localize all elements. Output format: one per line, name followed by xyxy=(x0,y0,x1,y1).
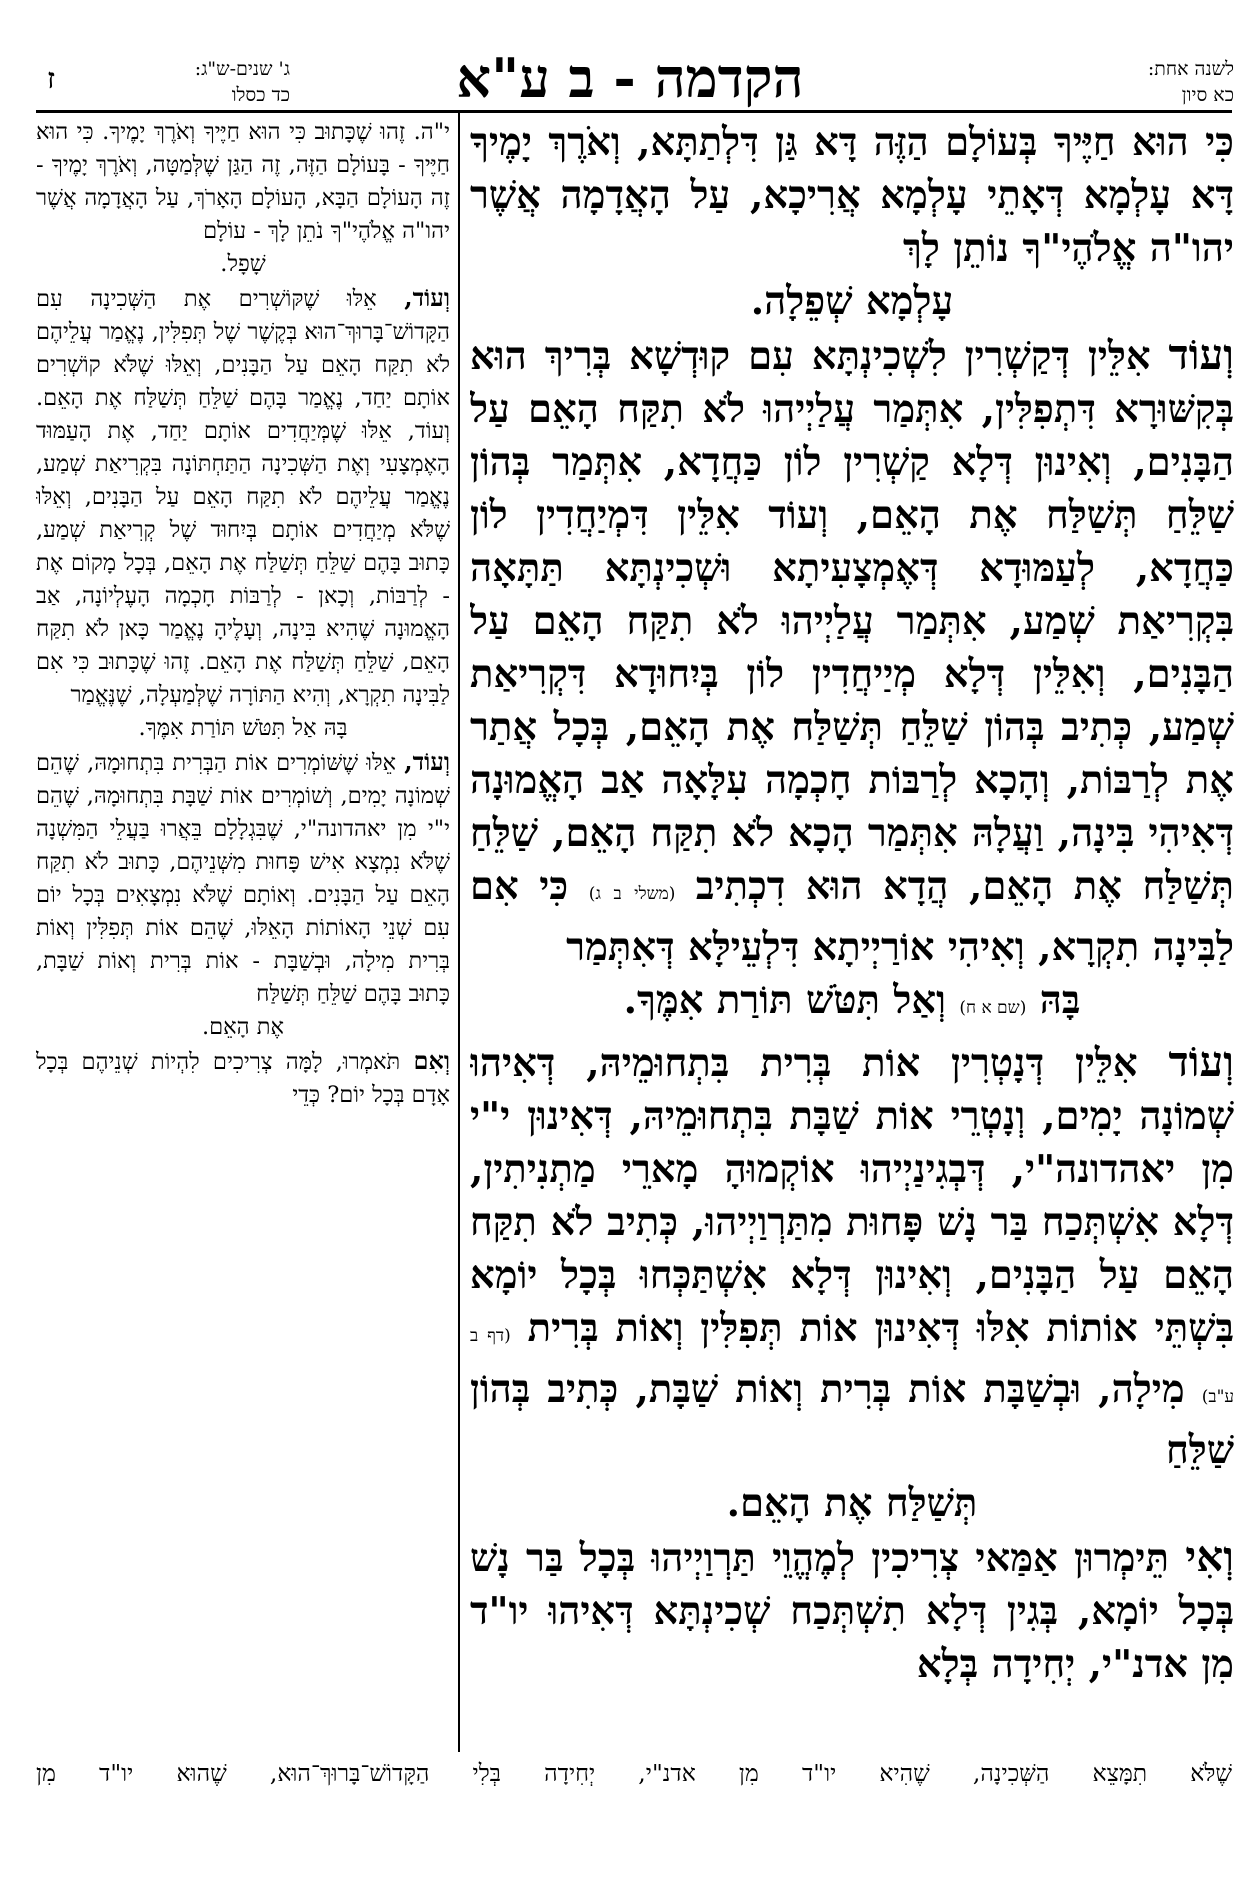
main-p4-lead-word: וְאִי xyxy=(1185,1532,1234,1581)
main-paragraph-2 xyxy=(470,328,1234,974)
side-p3-text: אֵלּוּ שֶׁשּׁוֹמְרִים אוֹת הַבְּרִית בִּתְחוּמָהּ, שֶׁהֵם שְׁמוֹנָה יָמִים, וְשׁוֹמְרִים אוֹת שַׁבָּת בִּתְחוּמָהּ, שֶׁהֵם י"י מִן יאהדונה"י, שֶׁבִּגְלָלָם בֵּאֲרוּ בַּעֲלֵי הַמִּשְׁנָה שֶׁלֹּא נִמְצָא אִישׁ פָּחוּת מִשְּׁנֵיהֶם, כָּתוּב לֹא תִקַּח הָאֵם עַל הַבָּנִים. וְאוֹתָם שֶׁלֹּא נִמְצָאִים בְּכָל יוֹם עִם שְׁנֵי הָאוֹתוֹת הָאֵלּוּ, שֶׁהֵם אוֹת תְּפִלִּין וְאוֹת בְּרִית מִילָה, וּבְשַׁבָּת - אוֹת בְּרִית וְאוֹת שַׁבָּת, כָּתוּב בָּהֶם שַׁלֵּחַ תְּשַׁלַּח xyxy=(36,750,450,1007)
translation-column xyxy=(36,116,450,1752)
side-paragraph-4 xyxy=(36,1044,450,1112)
side-p1-ending: שָׁפָל. xyxy=(220,251,266,277)
main-p3-text-b: מִילָה, וּבְשַׁבָּת אוֹת בְּרִית וְאוֹת שַׁבָּת, כְּתִיב בְּהוֹן שַׁלֵּחַ xyxy=(470,1367,1234,1473)
main-paragraph-4 xyxy=(470,1530,1234,1691)
header-left-line2: כד כסלו xyxy=(231,84,290,106)
main-p2-lead-word: וְעוֹד xyxy=(1168,330,1234,379)
side-p2-lead-word: וְעוֹד, xyxy=(404,283,450,312)
side-p3-lead-word: וְעוֹד, xyxy=(404,747,450,776)
header-rule xyxy=(36,110,1232,113)
side-p4-text: תֹּאמְרוּ, לָמָּה צְרִיכִים לִהְיוֹת שְׁנֵיהֶם בְּכָל אָדָם בְּכָל יוֹם? כְּדֵי xyxy=(36,1049,450,1108)
main-p3-text: אִלֵּין דְּנָטְרִין אוֹת בְּרִית בִּתְחוּמֵיהּ, דְּאִיהוּ שְׁמוֹנָה יָמִים, וְנָטְרֵי אוֹת שַׁבָּת בִּתְחוּמֵיהּ, דְּאִינוּן י"י מִן יאהדונה"י, דְּבְגִינַיְיהוּ אוֹקְמוּהָ מָארֵי מַתְנִיתִין, דְּלָא אִשְׁתְּכַח בַּר נָשׁ פָּחוּת מִתַּרְוַיְיהוּ, כְּתִיב לֹא תִקַּח הָאֵם עַל הַבָּנִים, וְאִינוּן דְּלָא אִשְׁתַּכְּחוּ בְּכָל יוֹמָא בִּשְׁתֵּי אוֹתוֹת אִלּוּ דְּאִינוּן אוֹת תְּפִלִּין וְאוֹת בְּרִית xyxy=(470,1041,1234,1351)
main-p2-text-b: כִּי אִם לַבִּינָה תִקְרָא, וְאִיהִי אוֹרַיְיתָא דִּלְעֵילָּא דְּאִתְּמַר xyxy=(470,864,1234,970)
side-paragraph-2 xyxy=(36,281,450,712)
main-text-column xyxy=(470,116,1234,1752)
side-p1-text: י"ה. זֶהוּ שֶׁכָּתוּב כִּי הוּא חַיֶּיךָ וְאֹרֶךְ יָמֶיךָ. כִּי הוּא חַיֶּיךָ - בָּעוֹלָם הַזֶּה, זֶה הַגַּן שֶׁלְּמַטָּה, וְאֹרֶךְ יָמֶיךָ - זֶה הָעוֹלָם הַבָּא, הָעוֹלָם הָאָרֹךְ, עַל הָאֲדָמָה אֲשֶׁר יהו"ה אֱלֹהֶי"ךָ נֹתֵן לָךְ - עוֹלָם xyxy=(36,119,450,244)
main-p2-source-ref-2: (שם א ח) xyxy=(959,998,1027,1018)
side-paragraph-1 xyxy=(36,116,450,248)
side-p2-ending: בָּהּ אַל תִּטֹּשׁ תּוֹרַת אִמֶּךָ. xyxy=(138,715,348,741)
bottom-continuation-line: שֶׁלֹּא תִמָּצֵא הַשְּׁכִינָה, שֶׁהִיא יו"ד מִן אדנ"י, יְחִידָה בְּלִי הַקָּדוֹשׁ־בָּרוּךְ־הוּא, שֶׁהוּא יו"ד מִן xyxy=(36,1759,1232,1787)
main-paragraph-1 xyxy=(470,116,1234,275)
column-divider xyxy=(458,112,460,1752)
main-p1-text: כִּי הוּא חַיֶּיךָ בְּעוֹלָם הַזֶּה דָּא גַּן דִּלְתַתָּא, וְאֹרֶךְ יָמֶיךָ דָּא עָלְמָא דְּאָתֵי עָלְמָא אֲרִיכָא, עַל הָאֲדָמָה אֲשֶׁר יהו"ה אֱלֹהֶי"ךָ נוֹתֵן לָךְ xyxy=(470,120,1234,271)
page-number: ז xyxy=(47,62,55,95)
header-left-block xyxy=(80,56,290,108)
side-p2-text: אֵלּוּ שֶׁקּוֹשְׁרִים אֶת הַשְּׁכִינָה עִם הַקָּדוֹשׁ־בָּרוּךְ־הוּא בְּקֶשֶׁר שֶׁל תְּפִלִּין, נֶאֱמַר עֲלֵיהֶם לֹא תִקַּח הָאֵם עַל הַבָּנִים, וְאֵלּוּ שֶׁלֹּא קוֹשְׁרִים אוֹתָם יַחַד, נֶאֱמַר בָּהֶם שַׁלֵּחַ תְּשַׁלַּח אֶת הָאֵם. וְעוֹד, אֵלּוּ שֶׁמְּיַחֲדִים אוֹתָם יַחַד, אֶת הָעַמּוּד הָאֶמְצָעִי וְאֶת הַשְּׁכִינָה הַתַּחְתּוֹנָה בִּקְרִיאַת שְׁמַע, נֶאֱמַר עֲלֵיהֶם לֹא תִקַּח הָאֵם עַל הַבָּנִים, וְאֵלּוּ שֶׁלֹּא מְיַחֲדִים אוֹתָם בְּיִחוּד שֶׁל קְרִיאַת שְׁמַע, כָּתוּב בָּהֶם שַׁלֵּחַ תְּשַׁלַּח אֶת הָאֵם, בְּכָל מָקוֹם אֶת - לְרַבּוֹת, וְכָאן - לְרַבּוֹת חָכְמָה הָעֶלְיוֹנָה, אַב הָאֱמוּנָה שֶׁהִיא בִּינָה, וְעָלֶיהָ נֶאֱמַר כָּאן לֹא תִקַּח הָאֵם, שַׁלֵּחַ תְּשַׁלַּח אֶת הָאֵם. זֶהוּ שֶׁכָּתוּב כִּי אִם לַבִּינָה תִקְרָא, וְהִיא הַתּוֹרָה שֶׁלְּמַעְלָה, שֶׁנֶּאֱמַר xyxy=(36,286,450,708)
main-p3-ending: תְּשַׁלַּח אֶת הָאֵם. xyxy=(726,1481,978,1526)
main-p2-ending-pre: בָּהּ xyxy=(1039,978,1081,1023)
side-p3-ending: אֶת הָאֵם. xyxy=(201,1014,284,1040)
header-right-line2: כא סיון xyxy=(1181,84,1234,106)
main-p2-source-ref: (משלי ב ג) xyxy=(588,884,676,904)
page-title: הקדמה - ב ע"א xyxy=(456,46,804,110)
main-p3-lead-word: וְעוֹד xyxy=(1168,1037,1234,1086)
main-p4-text: תֵּימְרוּן אַמַּאי צְרִיכִין לְמֶהֱוֵי תַּרְוַיְיהוּ בְּכָל בַּר נָשׁ בְּכָל יוֹמָא, בְּגִין דְּלָא תִשְׁתְּכַח שְׁכִינְתָּא דְּאִיהוּ יו"ד מִן אדנ"י, יְחִידָה בְּלָא xyxy=(470,1536,1234,1687)
main-p3-folio-ref: (דף ב ע"ב) xyxy=(470,1326,1234,1407)
header-right-line1: לשנה אחת: xyxy=(1147,58,1234,80)
side-paragraph-3 xyxy=(36,745,450,1011)
header-left-line1: ג' שנים-ש"ג: xyxy=(194,58,290,80)
main-paragraph-3 xyxy=(470,1035,1234,1477)
header-right-block xyxy=(1054,56,1234,108)
main-p2-text: אִלֵּין דְּקַשְׁרִין לִשְׁכִינְתָּא עִם קוּדְשָׁא בְּרִיךְ הוּא בְּקִשּׁוּרָא דִּתְפִלִּין, אִתְּמַר עֲלַיְיהוּ לֹא תִקַּח הָאֵם עַל הַבָּנִים, וְאִינוּן דְּלָא קַשְׁרִין לוֹן כַּחֲדָא, אִתְּמַר בְּהוֹן שַׁלֵּחַ תְּשַׁלַּח אֶת הָאֵם, וְעוֹד אִלֵּין דִּמְיַחֲדִין לוֹן כַּחֲדָא, לְעַמּוּדָא דְּאֶמְצָעִיתָא וּשְׁכִינְתָּא תַּתָּאָה בִּקְרִיאַת שְׁמַע, אִתְּמַר עֲלַיְיהוּ לֹא תִקַּח הָאֵם עַל הַבָּנִים, וְאִלֵּין דְּלָא מְיַיחֲדִין לוֹן בְּיִחוּדָא דִּקְרִיאַת שְׁמַע, כְּתִיב בְּהוֹן שַׁלֵּחַ תְּשַׁלַּח אֶת הָאֵם, בְּכָל אֲתַר אֶת לְרַבּוֹת, וְהָכָא לְרַבּוֹת חָכְמָה עִלָּאָה אַב הָאֱמוּנָה דְּאִיהִי בִּינָה, וַעֲלָהּ אִתְּמַר הָכָא לֹא תִקַּח הָאֵם, שַׁלֵּחַ תְּשַׁלַּח אֶת הָאֵם, הֲדָא הוּא דִכְתִיב xyxy=(470,334,1234,909)
main-p2-ending xyxy=(470,974,1234,1035)
side-p4-lead-word: וְאִם xyxy=(413,1046,450,1075)
main-p2-ending-text: וְאַל תִּטֹּשׁ תּוֹרַת אִמֶּךָ. xyxy=(623,978,946,1023)
main-p1-ending: עָלְמָא שְׁפֵלָה. xyxy=(750,279,954,324)
